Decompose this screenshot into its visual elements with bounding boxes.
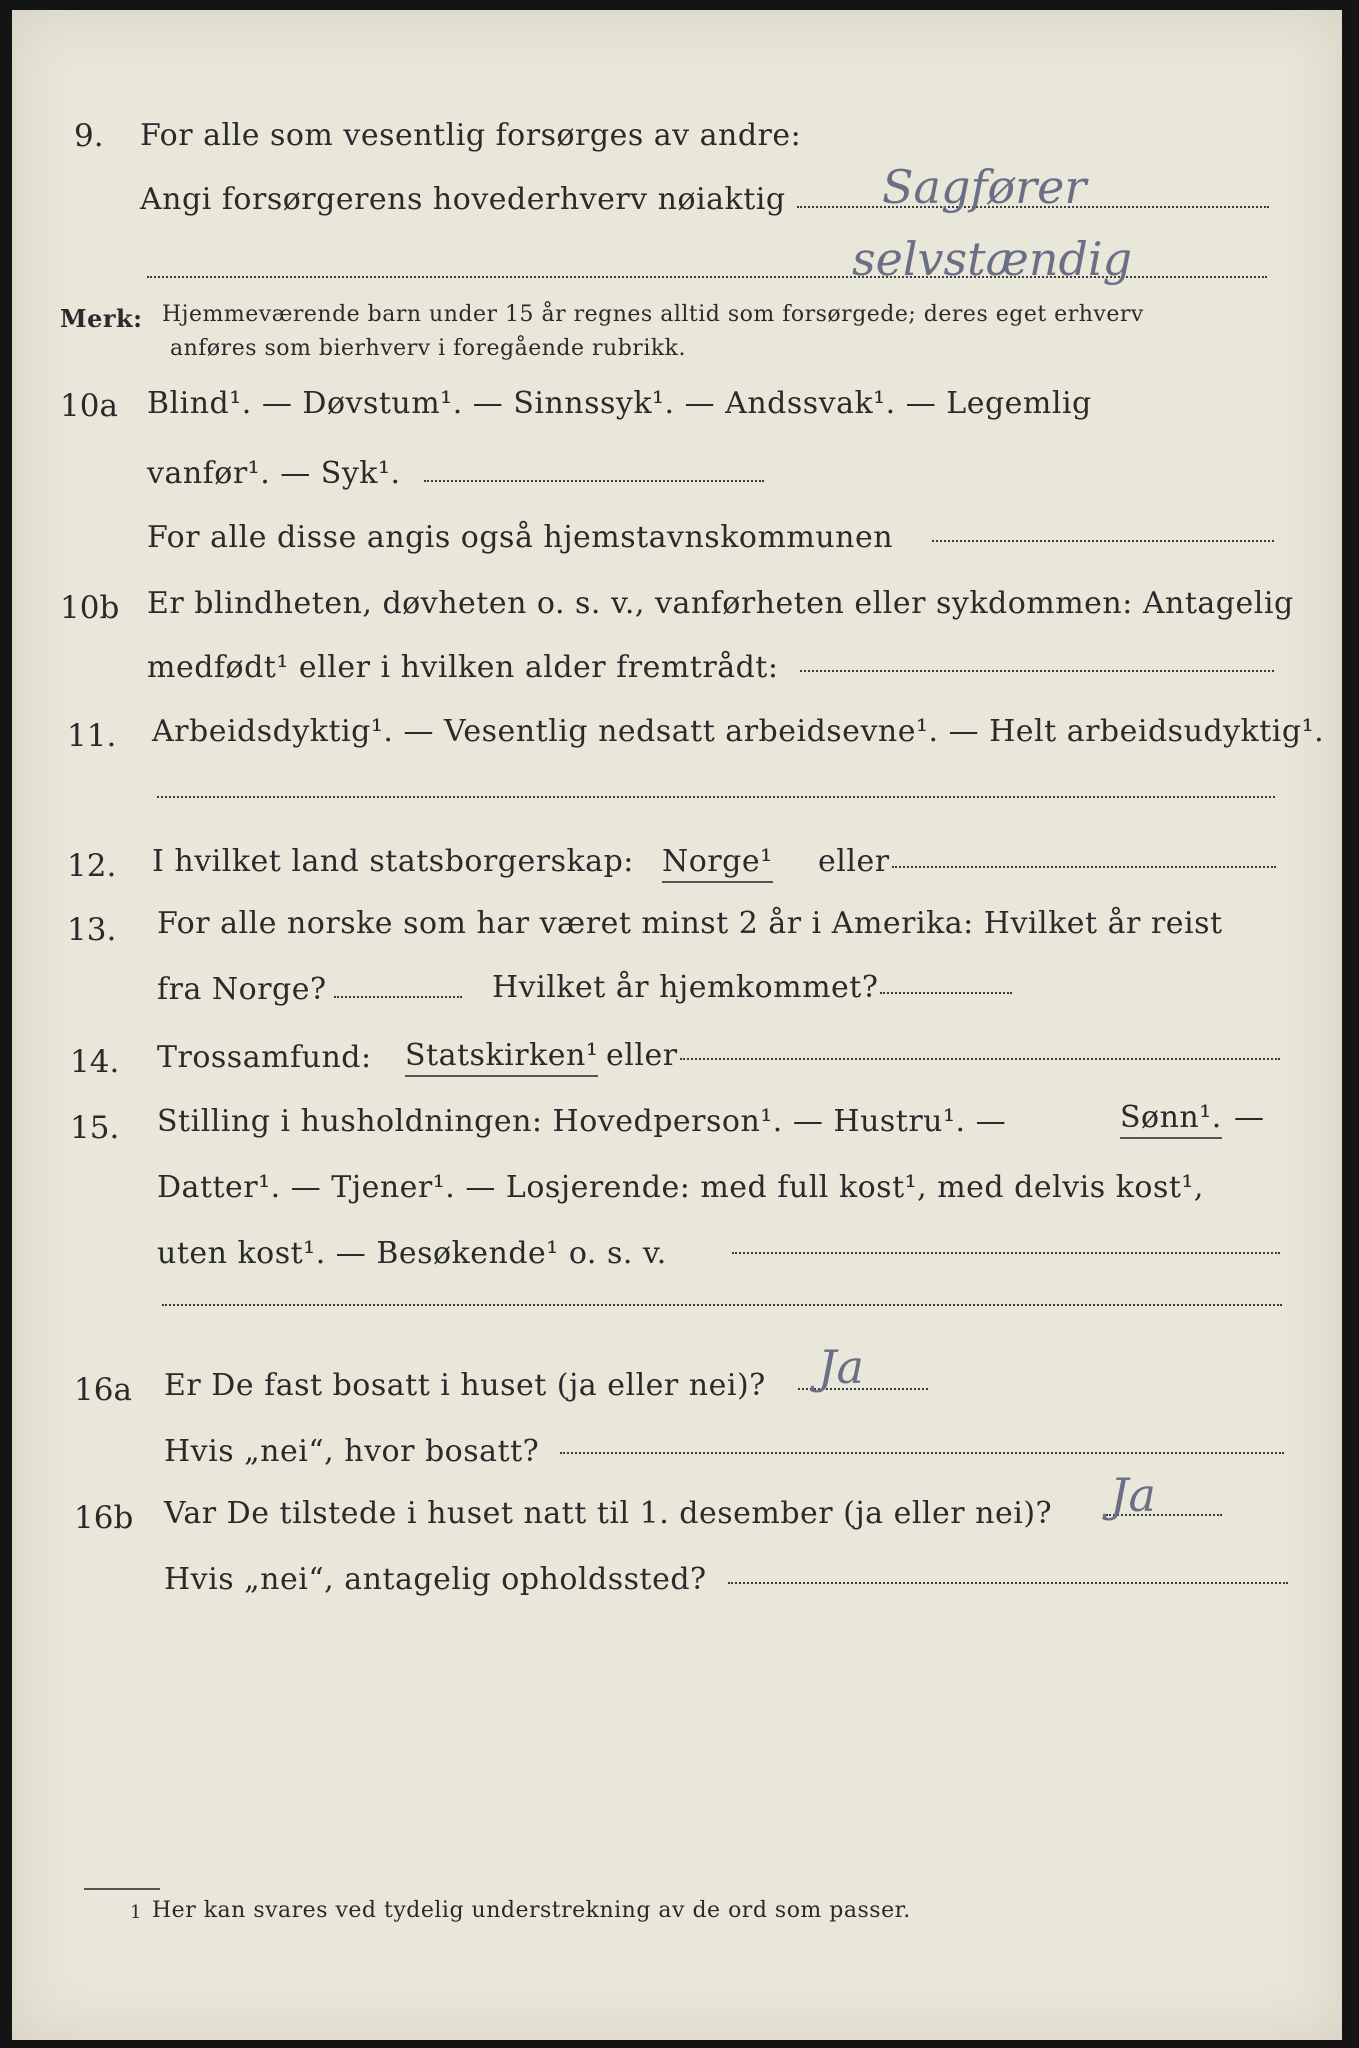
q10a-line3: For alle disse angis også hjemstavnskommunen [147,520,894,555]
q14-answer-line [680,1058,1280,1060]
q16a-line2: Hvis „nei“, hvor bosatt? [164,1434,540,1469]
q12-suffix: eller [818,844,890,879]
q13-number: 13. [67,912,117,948]
q15-line1a: Stilling i husholdningen: Hovedperson¹. — Hustru¹. — [157,1104,1007,1139]
q9-handwritten-status: selvstændig [852,232,1133,286]
q10b-line2: medfødt¹ eller i hvilken alder fremtrådt: [147,650,779,685]
q9-line1: For alle som vesentlig forsørges av andre: [140,118,802,153]
q14-underlined-answer: Statskirken¹ [405,1038,598,1077]
q14-prefix: Trossamfund: [157,1040,372,1075]
q12-prefix: I hvilket land statsborgerskap: [152,844,634,879]
q16b-line1: Var De tilstede i huset natt til 1. desember (ja eller nei)? [164,1496,1053,1531]
footnote-text: Her kan svares ved tydelig understrekning av de ord som passer. [152,1898,911,1923]
q10a-line2: vanfør¹. — Syk¹. [147,456,401,491]
q16b-location-line [728,1582,1288,1584]
q10a-municipality-line [932,540,1274,542]
q13-line2b: Hvilket år hjemkommet? [492,970,879,1005]
q9-handwritten-occupation: Sagfører [882,160,1087,214]
q16a-number: 16a [74,1372,132,1408]
q15-answer-line [732,1252,1280,1254]
q15-line1b: — [1234,1100,1265,1135]
merk-line1: Hjemmeværende barn under 15 år regnes alltid som forsørgede; deres eget erhverv [162,302,1144,327]
q15-line2: Datter¹. — Tjener¹. — Losjerende: med full kost¹, med delvis kost¹, [157,1170,1204,1205]
footnote-rule [84,1888,160,1890]
q10a-number: 10a [60,388,118,424]
q16b-number: 16b [74,1500,134,1536]
q10a-line1: Blind¹. — Døvstum¹. — Sinnssyk¹. — Andssvak¹. — Legemlig [147,386,1092,421]
q10a-answer-line [424,480,764,482]
q11-line1: Arbeidsdyktig¹. — Vesentlig nedsatt arbeidsevne¹. — Helt arbeidsudyktig¹. [152,714,1325,749]
q12-number: 12. [67,848,117,884]
q13-line2a: fra Norge? [157,972,327,1007]
merk-label: Merk: [60,304,143,333]
q12-answer-line [892,866,1276,868]
q13-departure-year-line [334,996,462,998]
q15-answer-line-2 [162,1304,1282,1306]
q16a-handwritten-answer: Ja [818,1340,864,1394]
q16a-line1: Er De fast bosatt i huset (ja eller nei)? [164,1368,766,1403]
q14-suffix: eller [606,1038,678,1073]
q11-number: 11. [67,718,117,754]
q16b-handwritten-answer: Ja [1110,1468,1156,1522]
q13-line1: For alle norske som har været minst 2 år i Amerika: Hvilket år reist [157,906,1223,941]
q16a-address-line [560,1452,1284,1454]
q9-line2: Angi forsørgerens hovederhverv nøiaktig [140,182,786,217]
q15-line3: uten kost¹. — Besøkende¹ o. s. v. [157,1236,667,1271]
footnote-mark: 1 [130,1902,142,1923]
q15-number: 15. [70,1110,120,1146]
q16b-line2: Hvis „nei“, antagelig opholdssted? [164,1562,707,1597]
q10b-answer-line [800,670,1274,672]
q10b-line1: Er blindheten, døvheten o. s. v., vanførheten eller sykdommen: Antagelig [147,586,1294,621]
q10b-number: 10b [60,590,120,626]
q9-number: 9. [74,118,104,154]
q13-return-year-line [880,992,1012,994]
merk-line2: anføres som bierhverv i foregående rubrikk. [170,336,687,361]
q14-number: 14. [70,1044,120,1080]
census-form-page [12,10,1342,2040]
q12-underlined-answer: Norge¹ [662,844,773,883]
q11-answer-line [157,796,1275,798]
q15-underlined-answer: Sønn¹. [1120,1100,1222,1139]
